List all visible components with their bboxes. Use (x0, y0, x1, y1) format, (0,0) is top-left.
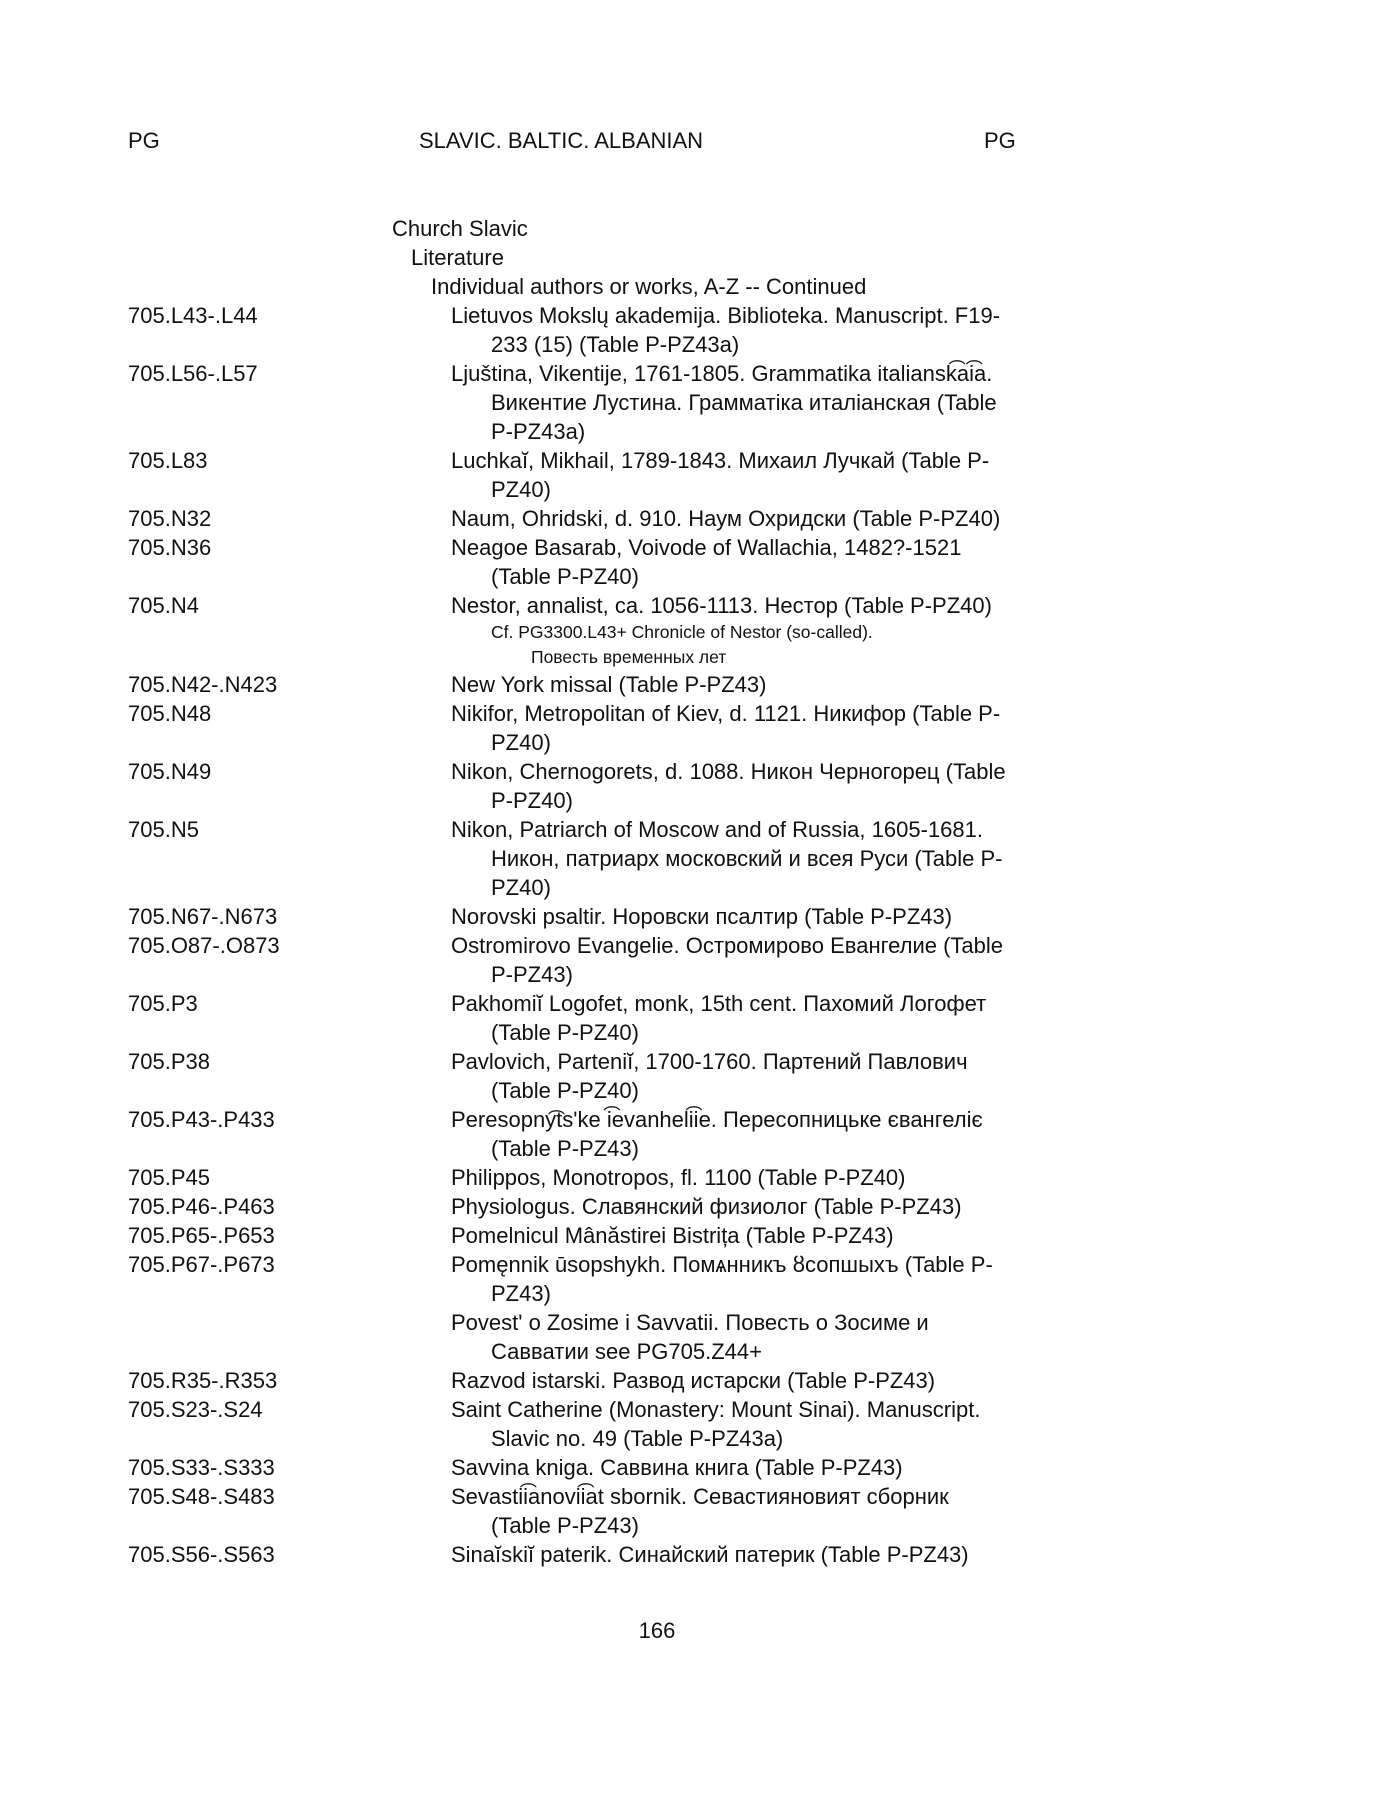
running-head-title: SLAVIC. BALTIC. ALBANIAN (419, 128, 704, 153)
entry-text: Philippos, Monotropos, fl. 1100 (Table P-PZ40) (451, 1165, 906, 1190)
entry-text: Naum, Ohridski, d. 910. Наум Охридски (Table P-PZ40) (451, 506, 1001, 531)
heading-line (0, 243, 1391, 272)
entry-line (0, 562, 1391, 591)
entry-text: Nikon, Chernogorets, d. 1088. Никон Черногорец (Table (451, 759, 1006, 784)
entry-line (0, 1424, 1391, 1453)
schedule-entry (0, 670, 1391, 699)
class-number: 705.O87-.O873 (128, 933, 280, 958)
entry-text: Razvod istarski. Развод истарски (Table P-PZ43) (451, 1368, 936, 1393)
schedule-entry (0, 504, 1391, 533)
class-number: 705.S33-.S333 (128, 1455, 275, 1480)
entry-line (0, 873, 1391, 902)
entry-text: Peresopny͡tsʹke i͡evanheli͡ie. Пересопницьке євангеліє (451, 1107, 983, 1132)
entry-line (0, 359, 1391, 388)
entry-line (0, 989, 1391, 1018)
entry-text: Pakhomiĭ Logofet, monk, 15th cent. Пахомий Логофет (451, 991, 987, 1016)
entry-text: Ostromirovo Evangelie. Остромирово Евангелие (Table (451, 933, 1004, 958)
class-number: 705.S48-.S483 (128, 1484, 275, 1509)
entry-text: Physiologus. Славянский физиолог (Table P-PZ43) (451, 1194, 962, 1219)
schedule-entry (0, 301, 1391, 359)
class-number: 705.L83 (128, 448, 208, 473)
entry-line (0, 1279, 1391, 1308)
schedule-entry (0, 815, 1391, 902)
schedule-entry (0, 1221, 1391, 1250)
entry-text: Никон, патриарх московский и всея Руси (Table P- (491, 846, 1003, 871)
entry-line (0, 591, 1391, 620)
entry-text: Povestʹ o Zosime i Savvatii. Повесть о Зосиме и (451, 1310, 929, 1335)
entry-text: (Table P-PZ43) (491, 1513, 639, 1538)
class-number: 705.N49 (128, 759, 212, 784)
entry-text: Norovski psaltir. Норовски псалтир (Table P-PZ43) (451, 904, 953, 929)
entry-line (0, 1047, 1391, 1076)
class-number: 705.N4 (128, 593, 199, 618)
entry-text: Slavic no. 49 (Table P-PZ43a) (491, 1426, 784, 1451)
entry-text: P-PZ43) (491, 962, 573, 987)
entry-line (0, 1163, 1391, 1192)
entry-line (0, 786, 1391, 815)
class-number: 705.S56-.S563 (128, 1542, 275, 1567)
entry-text: (Table P-PZ40) (491, 1078, 639, 1103)
entry-line (0, 1308, 1391, 1337)
entry-line (0, 475, 1391, 504)
entry-line (0, 1018, 1391, 1047)
entry-line (0, 417, 1391, 446)
heading-individual-authors: Individual authors or works, A-Z -- Continued (431, 274, 867, 299)
entry-line (0, 1453, 1391, 1482)
class-number: 705.P38 (128, 1049, 210, 1074)
class-number: 705.P3 (128, 991, 198, 1016)
entry-line (0, 1511, 1391, 1540)
entry-text: Савватии see PG705.Z44+ (491, 1339, 762, 1364)
entry-text: Luchkaĭ, Mikhail, 1789-1843. Михаил Лучкай (Table P- (451, 448, 990, 473)
schedule-entry (0, 757, 1391, 815)
entry-text: (Table P-PZ40) (491, 1020, 639, 1045)
schedule-entry (0, 1366, 1391, 1395)
schedule-entry (0, 1250, 1391, 1308)
entry-text: Pomelnicul Mânăstirei Bistrița (Table P-PZ43) (451, 1223, 894, 1248)
schedule-entry (0, 699, 1391, 757)
heading-church-slavic: Church Slavic (392, 216, 528, 241)
entry-line (0, 1540, 1391, 1569)
class-number: 705.N67-.N673 (128, 904, 278, 929)
entry-line (0, 728, 1391, 757)
entry-line (0, 533, 1391, 562)
schedule-entry (0, 533, 1391, 591)
entry-text: P-PZ43a) (491, 419, 586, 444)
schedule-entry (0, 1163, 1391, 1192)
entry-text: Викентие Лустина. Грамматіка италіанская (Table (491, 390, 997, 415)
class-number: 705.N32 (128, 506, 212, 531)
entry-text: Pavlovich, Parteniĭ, 1700-1760. Партений Павлович (451, 1049, 968, 1074)
entry-text: PZ43) (491, 1281, 551, 1306)
entry-line (0, 330, 1391, 359)
schedule-entry (0, 1395, 1391, 1453)
heading-literature: Literature (411, 245, 504, 270)
entry-line (0, 1105, 1391, 1134)
schedule-entry (0, 1453, 1391, 1482)
entry-text: P-PZ40) (491, 788, 573, 813)
entry-line (0, 1337, 1391, 1366)
schedule-entry (0, 1308, 1391, 1366)
schedule-entry (0, 1047, 1391, 1105)
entry-text: Nikon, Patriarch of Moscow and of Russia, 1605-1681. (451, 817, 983, 842)
entry-text: Nikifor, Metropolitan of Kiev, d. 1121. Никифор (Table P- (451, 701, 1001, 726)
entry-text: Lietuvos Mokslų akademija. Biblioteka. Manuscript. F19- (451, 303, 1001, 328)
entry-line (0, 960, 1391, 989)
entry-text: Ljuština, Vikentije, 1761-1805. Grammatika italiansk͡ai͡a. (451, 361, 993, 386)
entry-line (0, 815, 1391, 844)
class-number: 705.L56-.L57 (128, 361, 258, 386)
entry-text: Sevastii͡anovii͡at sbornik. Севастияновият сборник (451, 1484, 949, 1509)
entry-line (0, 1250, 1391, 1279)
entry-line (0, 504, 1391, 533)
schedule-entry (0, 1192, 1391, 1221)
entry-line (0, 1366, 1391, 1395)
entry-text: Saint Catherine (Monastery: Mount Sinai). Manuscript. (451, 1397, 981, 1422)
entry-line (0, 1192, 1391, 1221)
schedule-entry (0, 359, 1391, 446)
entry-text: 233 (15) (Table P-PZ43a) (491, 332, 740, 357)
entry-line (0, 388, 1391, 417)
entry-line (0, 670, 1391, 699)
note-text: Повесть временных лет (531, 647, 727, 667)
entry-line (0, 1134, 1391, 1163)
entry-text: PZ40) (491, 875, 551, 900)
entry-text: Nestor, annalist, ca. 1056-1113. Нестор (Table P-PZ40) (451, 593, 992, 618)
entry-text: (Table P-PZ40) (491, 564, 639, 589)
entry-text: Sinaĭskiĭ paterik. Синайский патерик (Table P-PZ43) (451, 1542, 969, 1567)
entry-list (0, 301, 1391, 1569)
entry-line (0, 1395, 1391, 1424)
entry-text: PZ40) (491, 477, 551, 502)
classification-schedule (0, 214, 1391, 1569)
entry-text: PZ40) (491, 730, 551, 755)
heading-line (0, 214, 1391, 243)
entry-text: Savvina kniga. Саввина книга (Table P-PZ43) (451, 1455, 903, 1480)
entry-text: (Table P-PZ43) (491, 1136, 639, 1161)
class-number: 705.P65-.P653 (128, 1223, 275, 1248)
heading-line (0, 272, 1391, 301)
page-number: 166 (638, 1618, 676, 1643)
entry-note-line (0, 645, 1391, 670)
class-number: 705.N5 (128, 817, 199, 842)
running-head-right: PG (984, 128, 1016, 153)
class-number: 705.S23-.S24 (128, 1397, 263, 1422)
entry-line (0, 446, 1391, 475)
class-number: 705.R35-.R353 (128, 1368, 278, 1393)
class-number: 705.N42-.N423 (128, 672, 278, 697)
entry-line (0, 844, 1391, 873)
entry-note-line (0, 620, 1391, 645)
entry-line (0, 931, 1391, 960)
schedule-entry (0, 1482, 1391, 1540)
entry-text: Pomęnnik ūsopshykh. Помѧнникъ ȣсопшыхъ (Table P- (451, 1252, 993, 1277)
class-number: 705.L43-.L44 (128, 303, 258, 328)
schedule-entry (0, 446, 1391, 504)
running-head-left: PG (128, 128, 160, 153)
schedule-entry (0, 1540, 1391, 1569)
class-number: 705.N48 (128, 701, 212, 726)
schedule-entry (0, 902, 1391, 931)
entry-line (0, 699, 1391, 728)
entry-text: Neagoe Basarab, Voivode of Wallachia, 1482?-1521 (451, 535, 962, 560)
entry-line (0, 1076, 1391, 1105)
class-number: 705.N36 (128, 535, 212, 560)
class-number: 705.P46-.P463 (128, 1194, 275, 1219)
class-number: 705.P67-.P673 (128, 1252, 275, 1277)
entry-line (0, 757, 1391, 786)
schedule-entry (0, 989, 1391, 1047)
class-number: 705.P43-.P433 (128, 1107, 275, 1132)
schedule-entry (0, 931, 1391, 989)
entry-line (0, 902, 1391, 931)
class-number: 705.P45 (128, 1165, 210, 1190)
entry-line (0, 1482, 1391, 1511)
schedule-entry (0, 591, 1391, 670)
entry-line (0, 1221, 1391, 1250)
note-text: Cf. PG3300.L43+ Chronicle of Nestor (so-called). (491, 622, 873, 642)
entry-text: New York missal (Table P-PZ43) (451, 672, 767, 697)
schedule-entry (0, 1105, 1391, 1163)
entry-line (0, 301, 1391, 330)
